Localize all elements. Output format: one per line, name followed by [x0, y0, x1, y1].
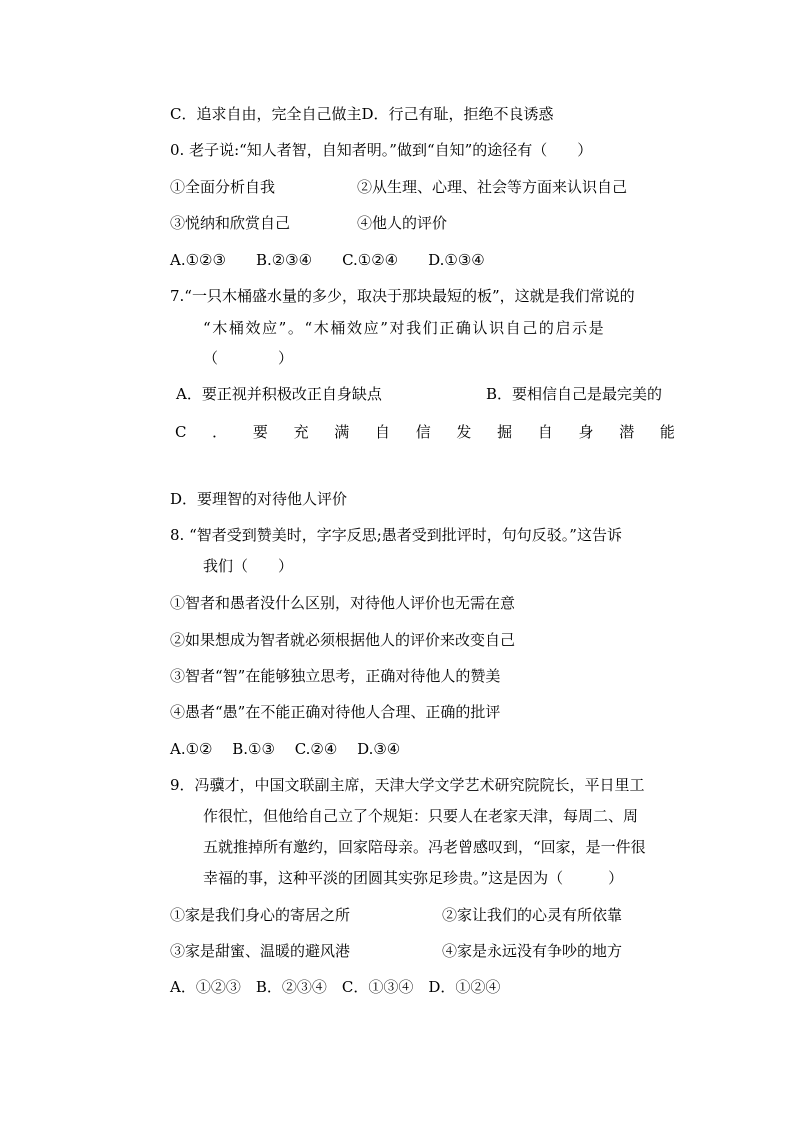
question-8-option-3: ③智者“智”在能够独立思考，正确对待他人的赞美 [170, 667, 501, 685]
question-6-option-3: ③悦纳和欣赏自己 [170, 214, 291, 232]
option-c-char: 要 [252, 423, 268, 441]
option-c-char: 满 [334, 423, 350, 441]
question-6-option-1: ①全面分析自我 [170, 178, 276, 196]
question-9-option-2: ②家让我们的心灵有所依靠 [442, 906, 623, 924]
question-6-stem: 0. 老子说:“知人者智，自知者明。”做到“自知”的途径有（ ） [170, 141, 593, 159]
c-option-line: C．追求自由，完全自己做主D．行己有耻，拒绝不良诱惑 [170, 105, 554, 123]
question-6-option-2: ②从生理、心理、社会等方面来认识自己 [357, 178, 628, 196]
option-c-char: 身 [578, 423, 594, 441]
question-7-stem-line-3: （ ） [203, 349, 294, 367]
question-9-stem-line-3: 五就推掉所有邀约，回家陪母亲。冯老曾感叹到，“回家，是一件很 [203, 838, 646, 856]
question-9-option-1: ①家是我们身心的寄居之所 [170, 906, 351, 924]
question-9-answers: A．①②③ B．②③④ C．①③④ D．①②④ [170, 978, 501, 996]
question-8-answers: A.①② B.①③ C.②④ D.③④ [170, 740, 401, 758]
question-7-option-b: B．要相信自己是最完美的 [486, 385, 663, 403]
question-6-option-4: ④他人的评价 [357, 214, 448, 232]
question-8-option-4: ④愚者“愚”在不能正确对待他人合理、正确的批评 [170, 703, 501, 721]
option-c-char: 潜 [619, 423, 635, 441]
question-9-stem-line-4: 幸福的事，这种平淡的团圆其实弥足珍贵。”这是因为（ ） [203, 869, 624, 887]
question-9-stem-line-2: 作很忙，但他给自己立了个规矩：只要人在老家天津，每周二、周 [203, 807, 639, 825]
question-8-option-2: ②如果想成为智者就必须根据他人的评价来改变自己 [170, 631, 516, 649]
option-c-char: 自 [537, 423, 553, 441]
question-7-option-c [175, 422, 675, 442]
question-7-option-a: A．要正视并积极改正自身缺点 [176, 385, 382, 403]
question-7-stem-line-2: “木桶效应”。“木桶效应”对我们正确认识自己的启示是 [203, 319, 606, 337]
option-c-char: 信 [415, 423, 431, 441]
option-c-char: 掘 [497, 423, 513, 441]
question-6-answers: A.①②③ B.②③④ C.①②④ D.①③④ [170, 251, 485, 269]
option-c-char: 能 [659, 423, 675, 441]
question-9-option-3: ③家是甜蜜、温暖的避风港 [170, 942, 351, 960]
question-8-stem-line-2: 我们（ ） [203, 557, 294, 575]
question-8-stem-line-1: 8. “智者受到赞美时，字字反思;愚者受到批评时，句句反驳。”这告诉 [170, 526, 622, 544]
question-9-option-4: ④家是永远没有争吵的地方 [442, 942, 623, 960]
option-c-char: ． [212, 423, 228, 441]
option-c-char: 充 [293, 423, 309, 441]
option-c-char: C [175, 423, 187, 441]
question-7-stem-line-1: 7.“一只木桶盛水量的多少，取决于那块最短的板”，这就是我们常说的 [170, 287, 635, 305]
question-7-option-d: D．要理智的对待他人评价 [170, 490, 348, 508]
question-9-stem-line-1: 9．冯骥才，中国文联副主席，天津大学文学艺术研究院院长，平日里工 [170, 776, 645, 794]
question-8-option-1: ①智者和愚者没什么区别，对待他人评价也无需在意 [170, 594, 516, 612]
option-c-char: 发 [456, 423, 472, 441]
option-c-char: 自 [374, 423, 390, 441]
